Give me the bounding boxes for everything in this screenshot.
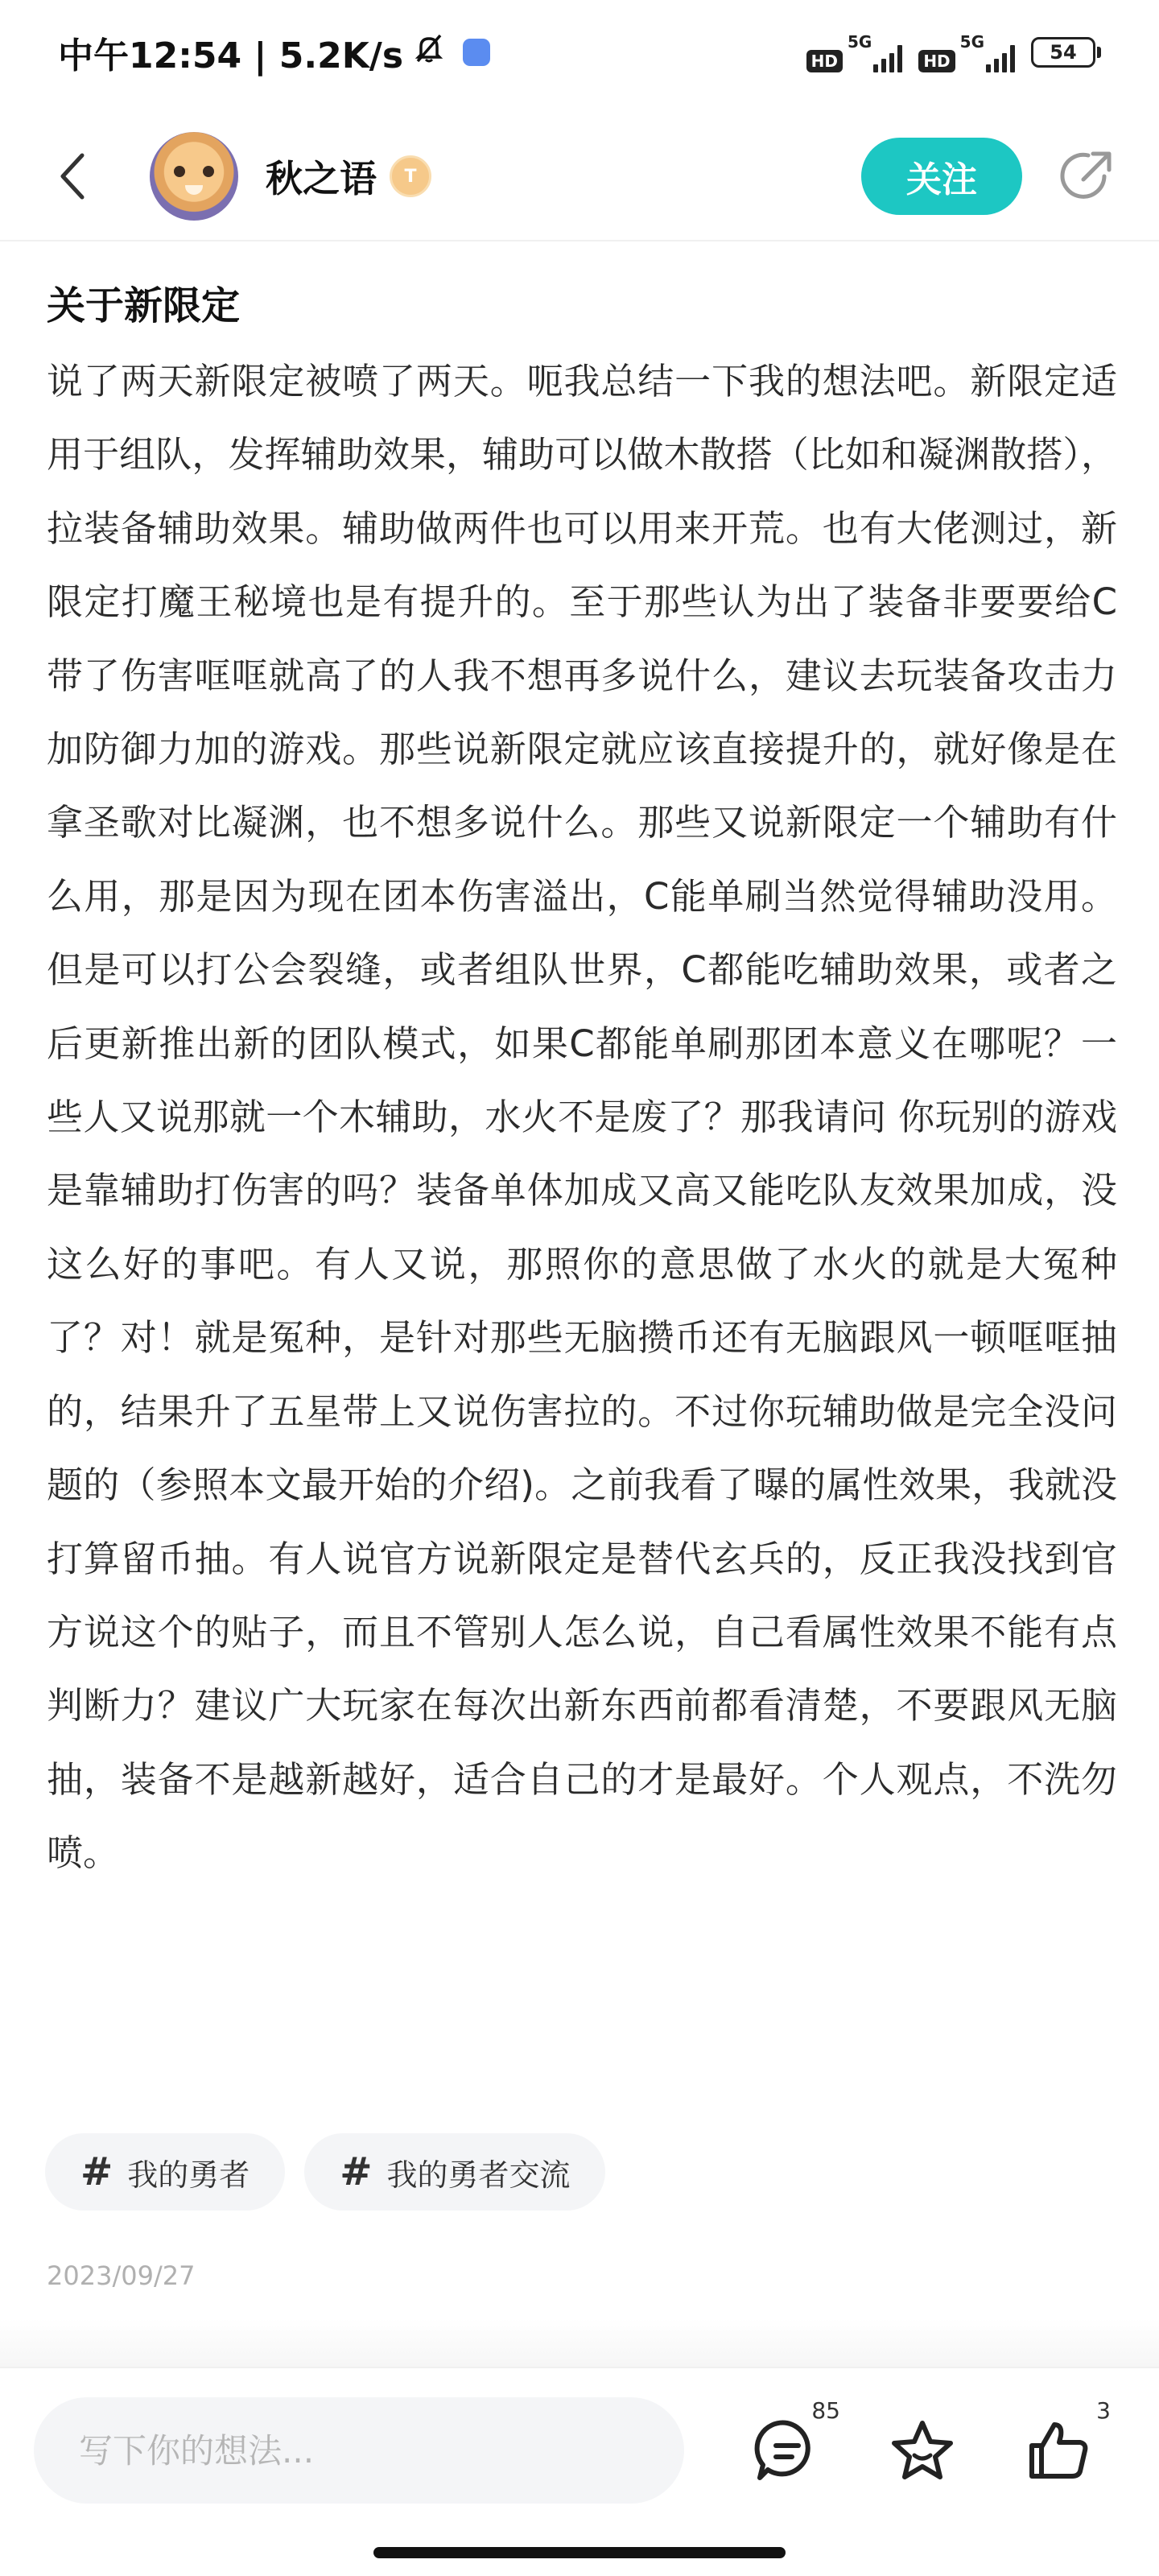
follow-button[interactable]: 关注: [861, 138, 1022, 215]
scroll-fade: [0, 2318, 1159, 2367]
signal-bars-icon: [986, 45, 1015, 72]
topic-tag[interactable]: [304, 2133, 605, 2211]
share-icon[interactable]: [1054, 144, 1119, 208]
comment-input[interactable]: [34, 2397, 684, 2504]
thumbs-up-icon: [1024, 2417, 1091, 2484]
bottom-action-bar: [0, 2367, 1159, 2576]
hash-icon: #: [80, 2149, 113, 2194]
status-time-speed: 中午12:54 | 5.2K/s: [58, 35, 404, 76]
topic-tag-label: 我的勇者交流: [386, 2157, 571, 2193]
back-arrow-icon[interactable]: [48, 152, 97, 200]
sim2-network-label: 5G: [959, 32, 984, 52]
star-icon: [889, 2417, 956, 2484]
battery-icon: [1031, 37, 1101, 68]
signal-bars-icon: [873, 45, 902, 72]
topic-tag[interactable]: [45, 2133, 285, 2211]
mute-bell-icon: [413, 32, 445, 73]
user-name[interactable]: 秋之语: [266, 157, 377, 200]
topic-tag-label: 我的勇者: [127, 2157, 250, 2193]
level-badge: T: [390, 155, 431, 197]
like-count: 3: [1096, 2397, 1111, 2424]
sim1-network-label: 5G: [847, 32, 872, 52]
status-right: [806, 32, 1101, 72]
app-notification-icon: [463, 39, 490, 66]
comment-icon: [753, 2417, 821, 2484]
article-body: 说了两天新限定被喷了两天。呃我总结一下我的想法吧。新限定适用于组队，发挥辅助效果，辅助可以做木散搭（比如和凝渊散搭），拉装备辅助效果。辅助做两件也可以用来开荒。也有大佬测过，新限定打魔王秘境也是有提升的。至于那些认为出了装备非要要给C带了伤害哐哐就高了的人我不想再多说什么，建议去玩装备攻击力加防御力加的游戏。那些说新限定就应该直接提升的，就好像是在拿圣歌对比凝渊，也不想多说什么。那些又说新限定一个辅助有什么用，那是因为现在团本伤害溢出，C能单刷当然觉得辅助没用。但是可以打公会裂缝，或者组队世界，C都能吃辅助效果，或者之后更新推出新的团队模式，如果C都能单刷那团本意义在哪呢？一些人又说那就一个木辅助，水火不是废了？那我请问 你玩别的游戏是靠辅助打伤害的吗？装备单体加成又高又能吃队友效果加成，没这么好的事吧。有人又说，那照你的意思做了水火的就是大冤种了？对！就是冤种，是针对那些无脑攒币还有无脑跟风一顿哐哐抽的，结果升了五星带上又说伤害拉的。不过你玩辅助做是完全没问题的（参照本文最开始的介绍)。之前我看了曝的属性效果，我就没打算留币抽。有人说官方说新限定是替代玄兵的，反正我没找到官方说这个的贴子，而且不管别人怎么说，自己看属性效果不能有点判断力？建议广大玩家在每次出新东西前都看清楚，不要跟风无脑抽，装备不是越新越好，适合自己的才是最好。个人观点，不洗勿喷。: [47, 360, 1117, 1875]
home-indicator[interactable]: [373, 2547, 786, 2558]
sim1-hd-badge: HD: [806, 50, 843, 72]
sim2-hd-badge: HD: [918, 50, 955, 72]
comment-button[interactable]: [747, 2397, 840, 2491]
article: [47, 274, 1117, 1890]
comment-count: 85: [811, 2397, 840, 2424]
topic-tags: [45, 2133, 605, 2211]
favorite-button[interactable]: [882, 2410, 963, 2491]
article-title: 关于新限定: [47, 283, 241, 328]
avatar[interactable]: [150, 132, 238, 221]
like-button[interactable]: [1017, 2397, 1111, 2491]
battery-level: 54: [1031, 37, 1095, 68]
sim2-signal: [918, 32, 1015, 72]
status-bar: [0, 0, 1159, 105]
status-left: [58, 27, 490, 78]
hash-icon: #: [340, 2149, 373, 2194]
post-date: 2023/09/27: [47, 2260, 196, 2291]
sim1-signal: [806, 32, 903, 72]
post-header: [0, 113, 1159, 242]
